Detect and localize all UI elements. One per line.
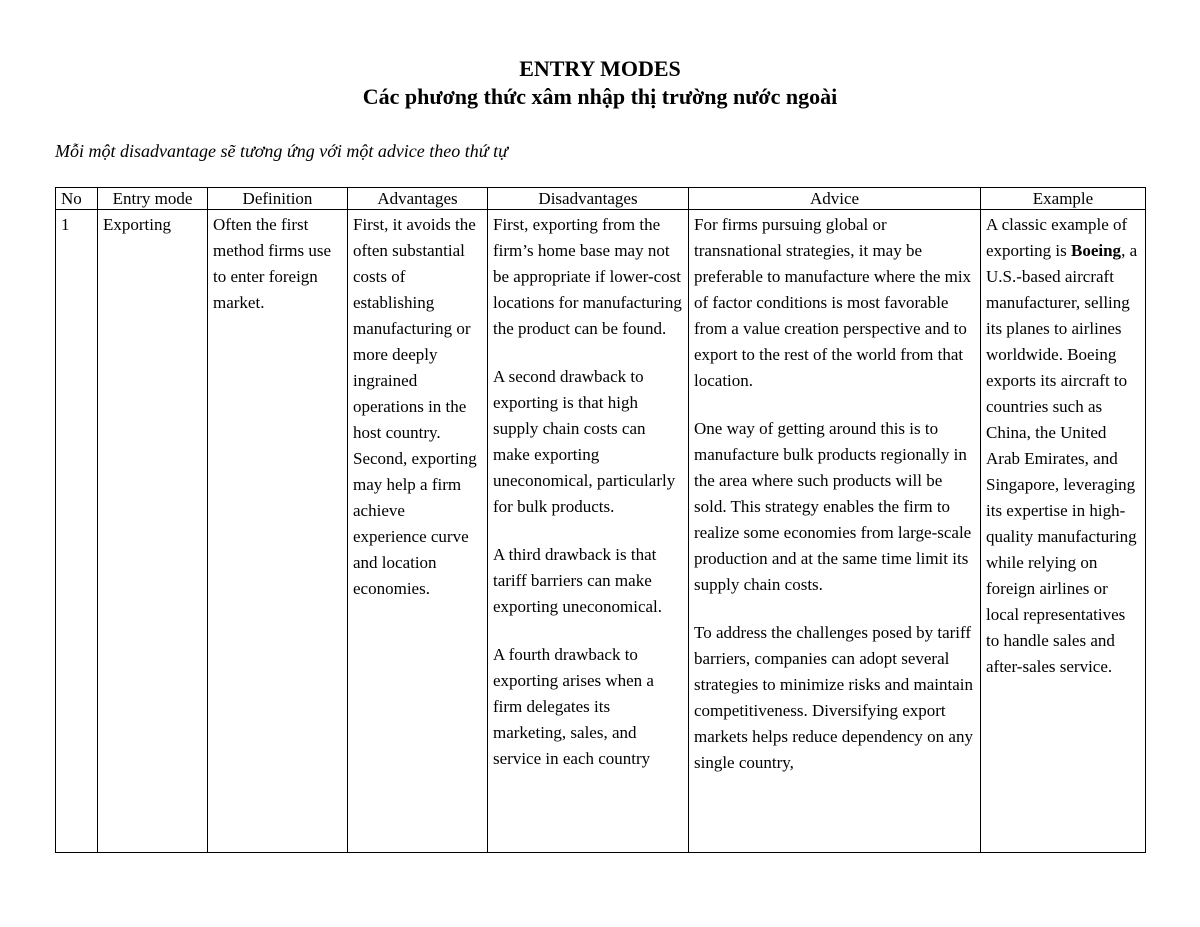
disadvantage-paragraph: A third drawback is that tariff barriers can make exporting uneconomical. [493,545,663,616]
header-advice: Advice [689,188,981,210]
cell-advice [689,210,981,853]
header-disadvantages: Disadvantages [488,188,689,210]
document-subtitle: Các phương thức xâm nhập thị trường nước ngoài [362,84,838,109]
italic-note: Mỗi một disadvantage sẽ tương ứng với một advice theo thứ tự [55,141,508,161]
cell-no: 1 [56,210,98,853]
cell-example [981,210,1146,853]
advice-paragraph: One way of getting around this is to manufacture bulk products regionally in the area where such products will be sold. This strategy enables the firm to realize some economies from large-scale production and at the same time limit its supply chain costs. [694,419,972,594]
advice-paragraph: For firms pursuing global or transnational strategies, it may be preferable to manufacture where the mix of factor conditions is most favorable from a value creation perspective and to export to the rest of the world from that location. [694,215,972,390]
example-company: Boeing [1071,241,1122,260]
disadvantage-paragraph: First, exporting from the firm’s home base may not be appropriate if lower-cost locations for manufacturing the product can be found. [493,215,682,338]
example-intro: A classic example of exporting is [986,215,1128,260]
header-advantages: Advantages [348,188,488,210]
cell-disadvantages [488,210,689,853]
header-example: Example [981,188,1146,210]
cell-advantages: First, it avoids the often substantial costs of establishing manufacturing or more deeply ingrained operations in the host country. Second, exporting may help a firm achieve experience curve and location economies. [348,210,488,853]
table-header-row [56,188,1146,210]
disadvantage-paragraph: A second drawback to exporting is that high supply chain costs can make exporting uneconomical, particularly for bulk products. [493,367,676,516]
disadvantage-paragraph: A fourth drawback to exporting arises when a firm delegates its marketing, sales, and service in each country [493,645,654,768]
header-definition: Definition [208,188,348,210]
header-entry-mode: Entry mode [98,188,208,210]
cell-definition: Often the first method firms use to enter foreign market. [208,210,348,853]
table-row [56,210,1146,853]
entry-modes-table [55,187,1146,853]
header-no: No [56,188,98,210]
advice-paragraph: To address the challenges posed by tariff barriers, companies can adopt several strategies to minimize risks and maintain competitiveness. Diversifying export markets helps reduce dependency on any single country, [694,623,974,772]
example-text: , a U.S.-based aircraft manufacturer, selling its planes to airlines worldwide. Boeing exports its aircraft to countries such as China, the United Arab Emirates, and Singapore, leveraging its expertise in high-quality manufacturing while relying on foreign airlines or local representatives to handle sales and after-sales service. [986,241,1138,676]
document-title: ENTRY MODES [519,56,681,81]
cell-entry-mode: Exporting [98,210,208,853]
